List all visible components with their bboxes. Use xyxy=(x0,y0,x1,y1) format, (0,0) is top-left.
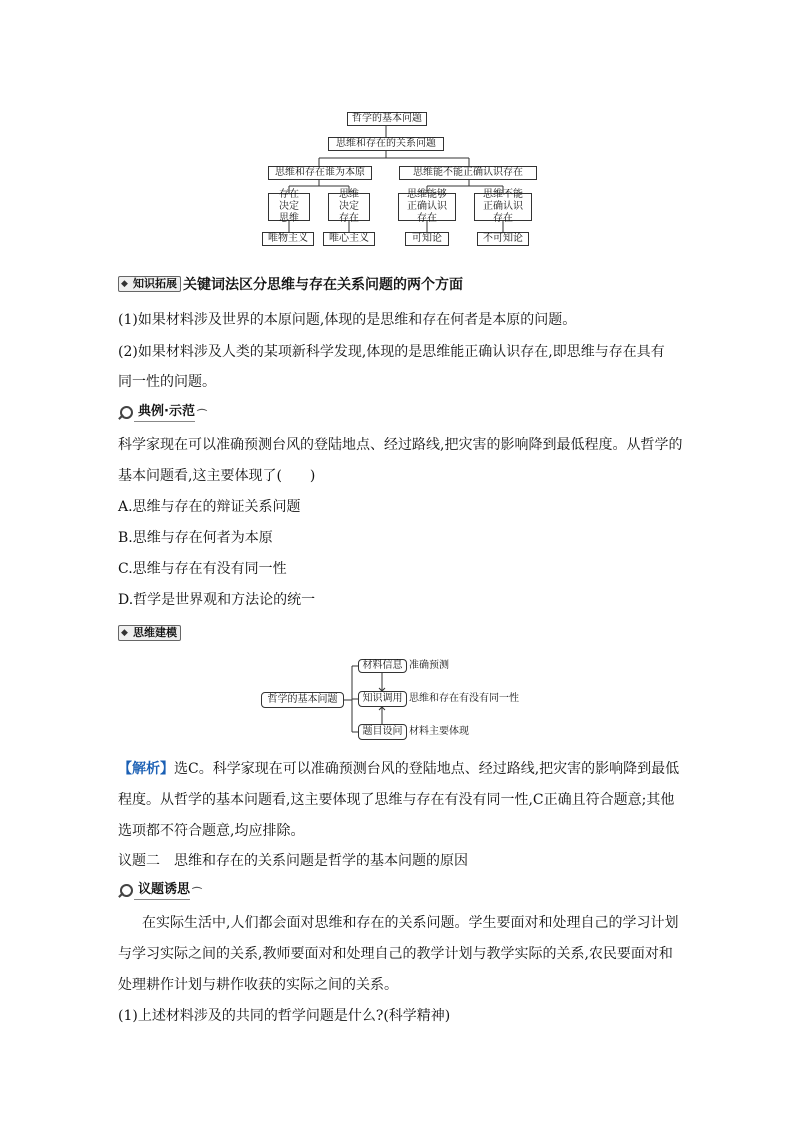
tree-root: 哲学的基本问题 xyxy=(347,112,427,126)
example-question-line1: 科学家现在可以准确预测台风的登陆地点、经过路线,把灾害的影响降到最低程度。从哲学的 xyxy=(118,437,683,453)
analysis-line1: 【解析】选C。科学家现在可以准确预测台风的登陆地点、经过路线,把灾害的影响降到最低 xyxy=(118,761,680,777)
option-c: C.思维与存在有没有同一性 xyxy=(118,561,287,577)
analysis-line3: 选项都不符合题意,均应排除。 xyxy=(118,823,305,839)
model-tag: ◆ 思维建模 xyxy=(118,625,181,641)
tree-level2: 思维和存在的关系问题 xyxy=(328,137,444,151)
tree-outcome-2: 唯心主义 xyxy=(323,232,375,246)
topic2-tag: 议题诱思 ⌒ xyxy=(118,881,190,899)
example-tag: 典例·示范 ⌒ xyxy=(118,403,195,421)
example-question-line2: 基本问题看,这主要体现了( ) xyxy=(118,468,316,484)
topic2-paragraph-line1: 在实际生活中,人们都会面对思维和存在的关系问题。学生要面对和处理自己的学习计划 xyxy=(142,915,679,931)
topic2-heading: 议题二 思维和存在的关系问题是哲学的基本问题的原因 xyxy=(118,853,468,869)
analysis-line2: 程度。从哲学的基本问题看,这主要体现了思维与存在有没有同一性,C正确且符合题意;其他 xyxy=(118,792,675,808)
tree-branch-right: 思维能不能正确认识存在 xyxy=(399,166,537,180)
model-root: 哲学的基本问题 xyxy=(261,692,344,708)
model-node-question: 题目设问 xyxy=(358,724,407,740)
tree-leaf-1: 存在决定思维 xyxy=(268,193,310,221)
knowledge-point-1: (1)如果材料涉及世界的本原问题,体现的是思维和存在何者是本原的问题。 xyxy=(118,312,577,328)
knowledge-tag: ◆ 知识拓展 xyxy=(118,276,181,292)
model-node-knowledge: 知识调用 xyxy=(358,691,407,707)
option-b: B.思维与存在何者为本原 xyxy=(118,530,273,546)
topic2-question-1: (1)上述材料涉及的共同的哲学问题是什么?(科学精神) xyxy=(118,1008,451,1024)
model-node-material-text: 准确预测 xyxy=(409,660,449,671)
tree-leaf-4: 思维不能正确认识存在 xyxy=(474,193,532,221)
model-node-question-text: 材料主要体现 xyxy=(409,726,469,737)
option-d: D.哲学是世界观和方法论的统一 xyxy=(118,592,316,608)
model-node-knowledge-text: 思维和存在有没有同一性 xyxy=(409,693,519,704)
tree-leaf-2: 思维决定存在 xyxy=(328,193,370,221)
tree-outcome-4: 不可知论 xyxy=(477,232,529,246)
tree-leaf-3: 思维能够正确认识存在 xyxy=(398,193,456,221)
option-a: A.思维与存在的辩证关系问题 xyxy=(118,499,301,515)
knowledge-title: 关键词法区分思维与存在关系问题的两个方面 xyxy=(183,277,463,293)
topic2-paragraph-line3: 处理耕作计划与耕作收获的实际之间的关系。 xyxy=(118,977,398,993)
analysis-label: 【解析】 xyxy=(118,761,174,777)
tree-outcome-3: 可知论 xyxy=(405,232,449,246)
knowledge-point-2-line1: (2)如果材料涉及人类的某项新科学发现,体现的是思维能正确认识存在,即思维与存在具有 xyxy=(118,344,665,360)
topic2-paragraph-line2: 与学习实际之间的关系,教师要面对和处理自己的教学计划与教学实际的关系,农民要面对和 xyxy=(118,946,673,962)
tree-outcome-1: 唯物主义 xyxy=(262,232,314,246)
model-node-material: 材料信息 xyxy=(358,659,407,673)
tree-branch-left: 思维和存在谁为本原 xyxy=(268,166,372,180)
knowledge-point-2-line2: 同一性的问题。 xyxy=(118,374,216,390)
